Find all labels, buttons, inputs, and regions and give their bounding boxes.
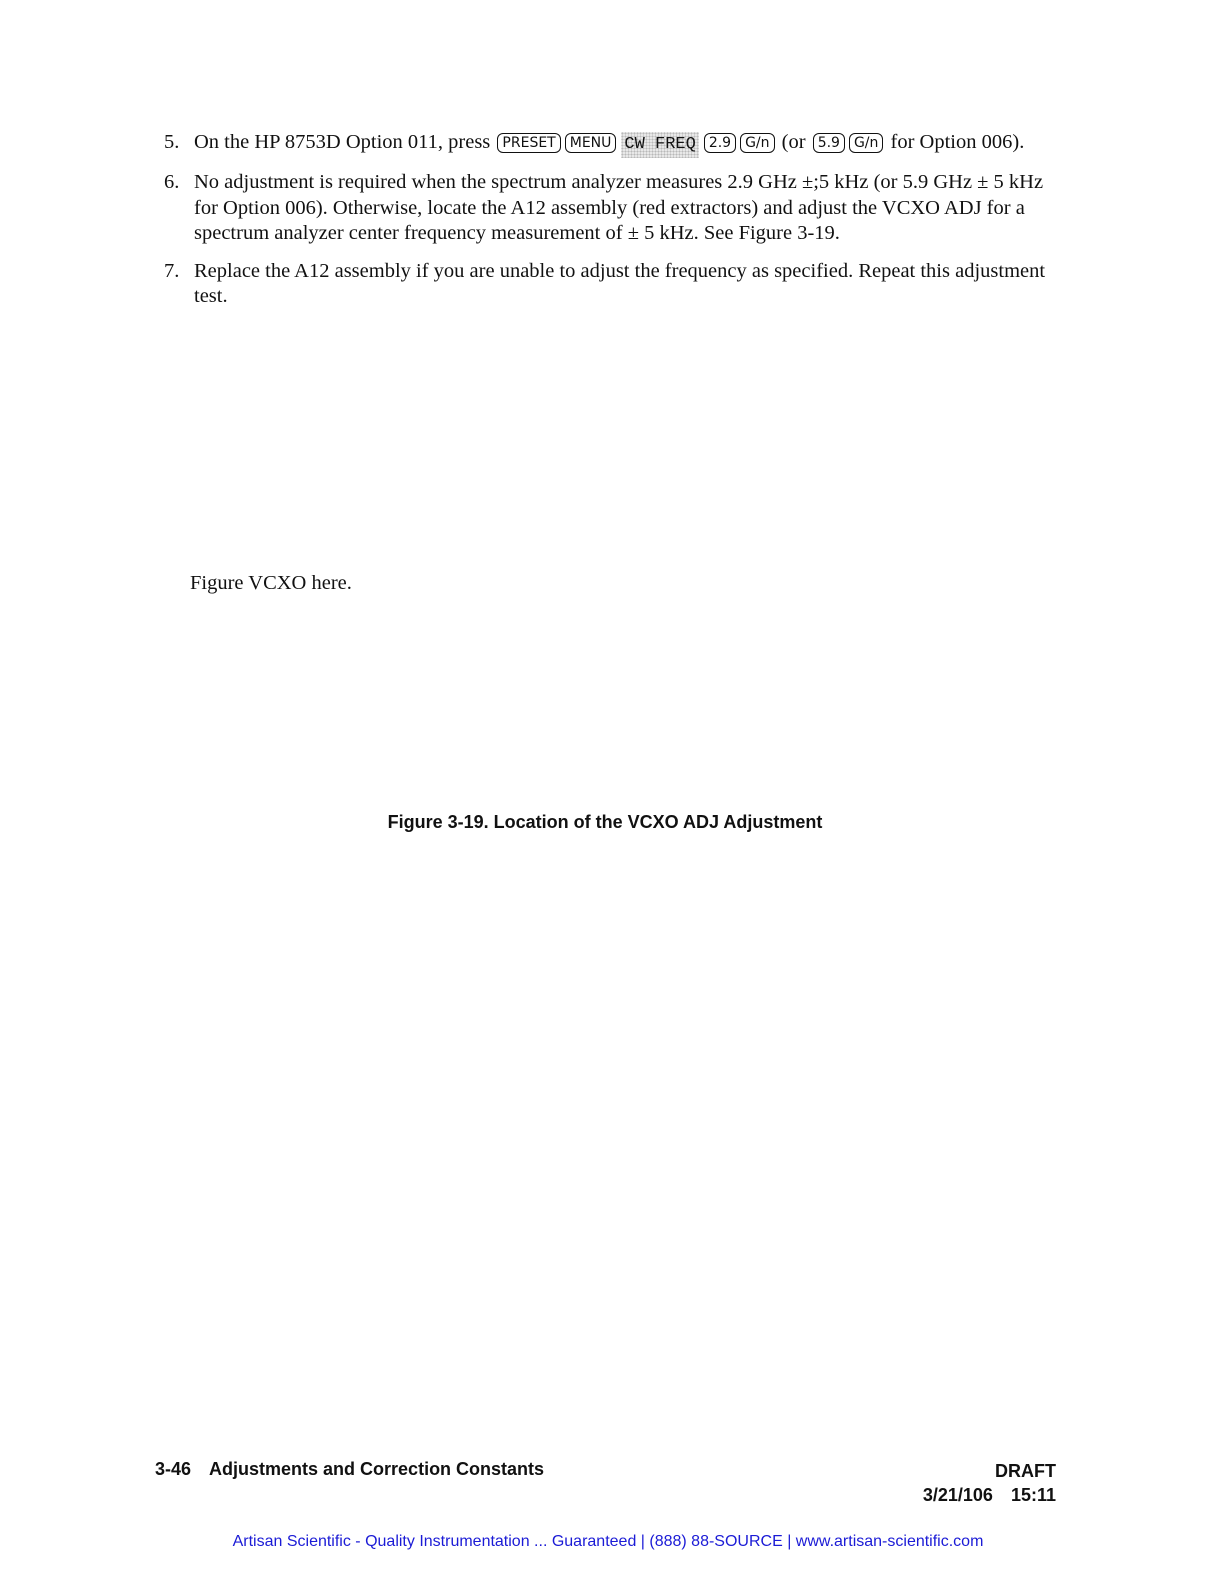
step-text: On the HP 8753D Option 011, press — [194, 131, 491, 153]
g-n-key: G/n — [849, 133, 883, 153]
preset-key: PRESET — [497, 133, 560, 153]
cw-freq-softkey: CW FREQ — [621, 132, 698, 158]
step-text: (or — [781, 131, 806, 153]
procedure-steps — [164, 130, 1064, 322]
g-n-key: G/n — [740, 133, 774, 153]
draft-label: DRAFT — [995, 1461, 1056, 1481]
vendor-banner-link[interactable]: Artisan Scientific - Quality Instrumentation ... Guaranteed | (888) 88-SOURCE | www.artisan-scientific.com — [232, 1533, 984, 1550]
step-6 — [164, 170, 1064, 247]
value-2-9-key: 2.9 — [704, 133, 736, 153]
step-text: for Option 006). — [890, 131, 1025, 153]
draft-timestamp — [923, 1483, 1056, 1507]
page-number: 3-46 — [155, 1459, 192, 1479]
step-text: No adjustment is required when the spectrum analyzer measures 2.9 GHz ±;5 kHz (or 5.9 GHz ± 5 kHz for Option 006). Otherwise, locate the A12 assembly (red extractors) and adjust the VCXO ADJ for a spectrum analyzer center frequency measurement of ± 5 kHz. See Figure 3-19. — [194, 171, 1044, 244]
step-number: 6. — [164, 171, 180, 193]
figure-caption: Figure 3-19. Location of the VCXO ADJ Adjustment — [387, 812, 823, 832]
page-footer-left — [155, 1459, 544, 1480]
value-5-9-key: 5.9 — [813, 133, 845, 153]
section-title: Adjustments and Correction Constants — [209, 1459, 545, 1479]
draft-date: 3/21/106 — [922, 1485, 993, 1505]
step-number: 7. — [164, 259, 180, 282]
menu-key: MENU — [565, 133, 617, 153]
step-7 — [164, 259, 1064, 310]
step-text: Replace the A12 assembly if you are unable to adjust the frequency as specified. Repeat this adjustment test. — [194, 259, 1046, 307]
step-number: 5. — [164, 131, 180, 153]
draft-time: 15:11 — [1010, 1485, 1056, 1505]
step-5 — [164, 130, 1064, 158]
figure-placeholder: Figure VCXO here. — [190, 572, 352, 594]
page-footer-right — [923, 1459, 1056, 1507]
